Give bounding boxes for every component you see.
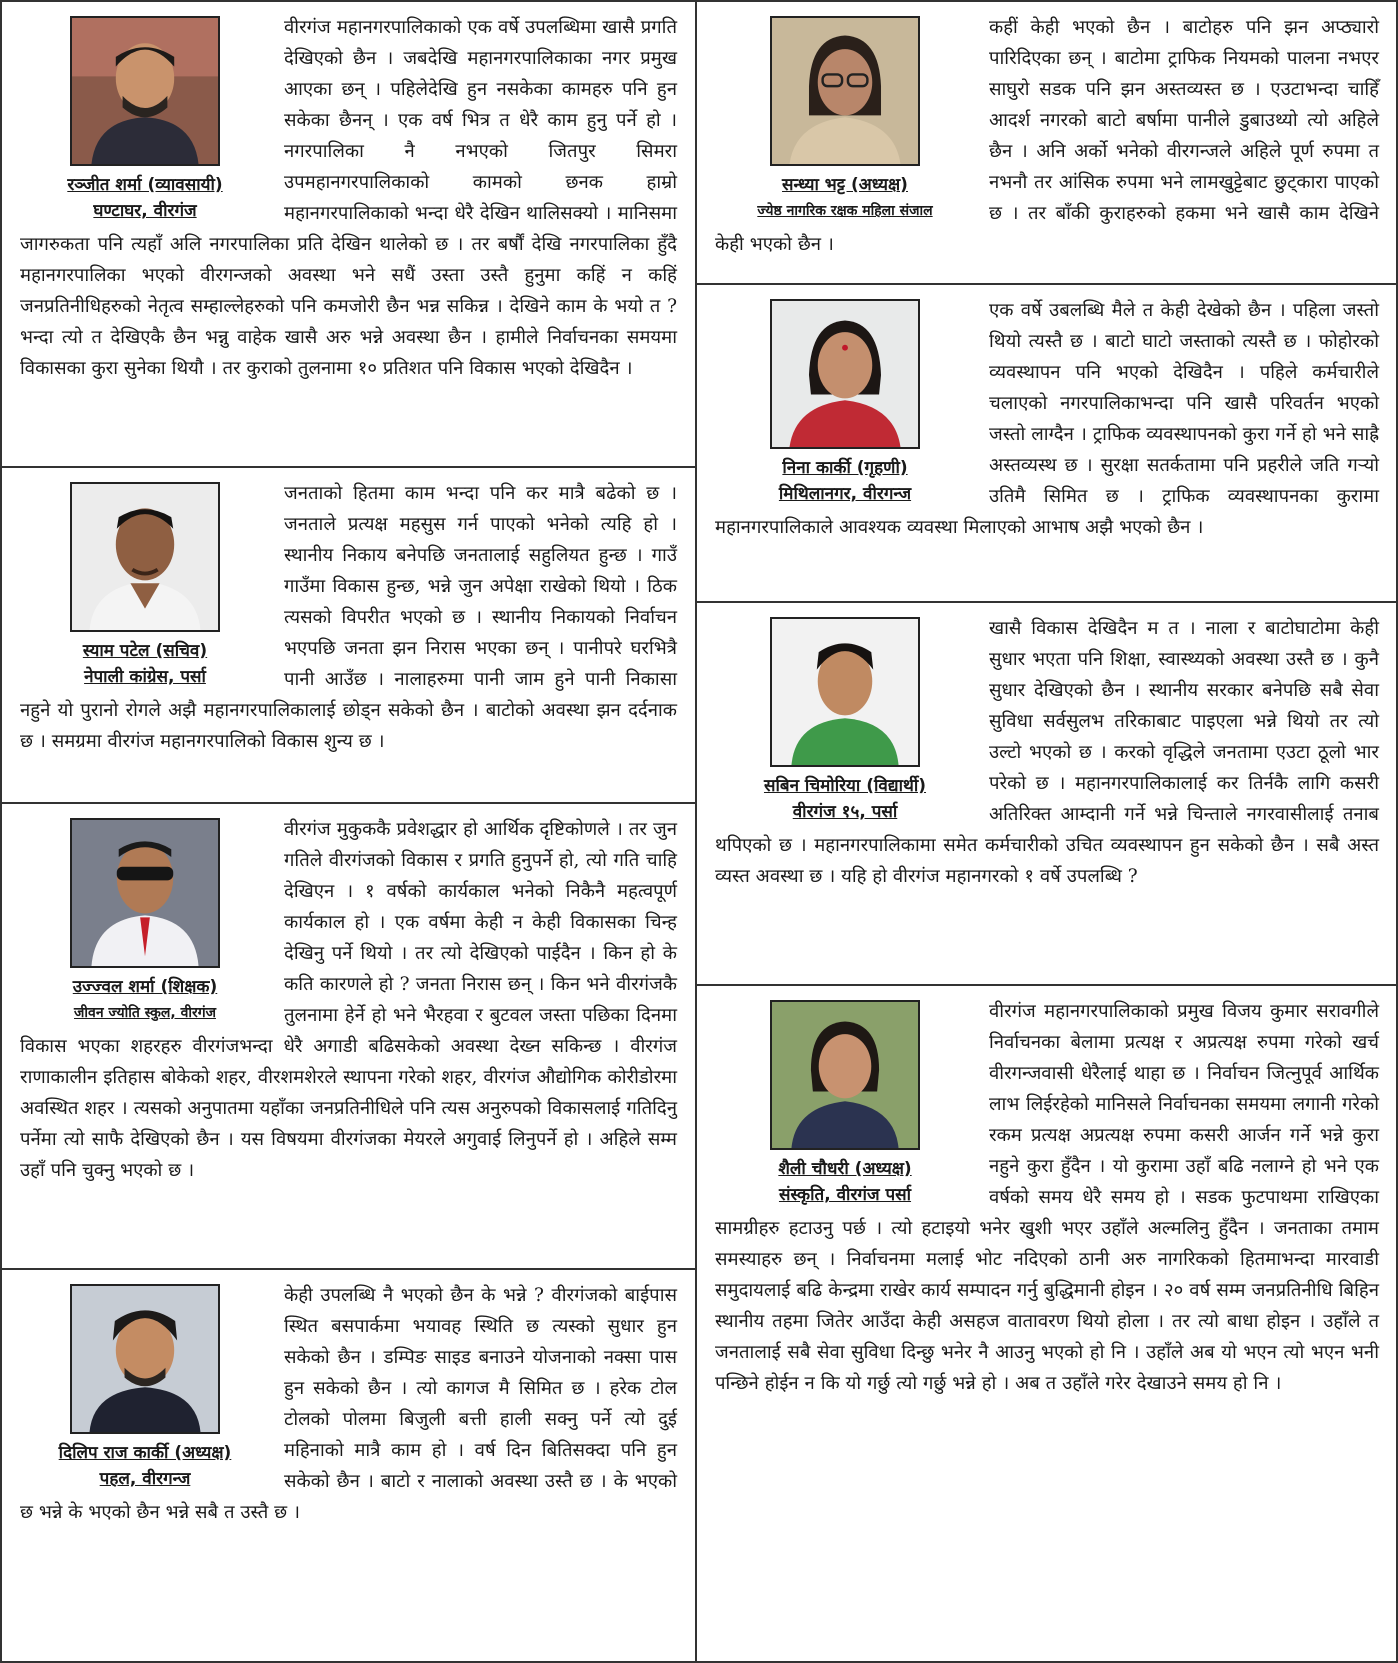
opinion-text: वीरगंज मुकुककै प्रवेशद्धार हो आर्थिक दृष्टिकोणले । तर जुन गतिले वीरगंजको विकास र प्रगति हुनुपर्ने हो, त्यो गति चाहि देखिएन । १ वर्षको कार्यकाल भनेको निकैनै महत्वपूर्ण कार्यकाल हो । एक वर्षमा केही न केही विकासका चिन्ह देखिनु पर्ने थियो । तर त्यो देखिएको पाईदैन । किन हो के कति कारणले हो ? जनता निरास छन् । किन भने वीरगंजकै तुलनामा हेर्ने हो भने भैरहवा र बुटवल जस्ता पछिका दिनमा विकास भएका शहरहरु वीरगंजभन्दा धेरै अगाडी बढिसकेको अवस्था देख्न सकिन्छ । वीरगंज राणाकालीन इतिहास बोकेको शहर, वीरशमशेरले स्थापना गरेको शहर, वीरगंज औद्योगिक कोरीडोरमा अवस्थित शहर । त्यसको अनुपातमा यहाँका जनप्रतिनीधिले पनि त्यस अनुरुपको विकासलाई गतिदिनु पर्नेमा त्यो साफै देखिएको छैन । यस विषयमा वीरगंजका मेयरले अगुवाई लिनुपर्ने हो । अहिले सम्म उहाँ पनि चुक्नु भएको छ । — [20, 819, 677, 1181]
person-name: सन्ध्या भट्ट (अध्यक्ष) — [782, 175, 908, 195]
left-column — [2, 2, 695, 1661]
opinion-item — [2, 2, 695, 468]
person-name: दिलिप राज कार्की (अध्यक्ष) — [58, 1443, 232, 1463]
opinion-text: एक वर्षे उबलब्धि मैले त केही देखेको छैन । पहिला जस्तो थियो त्यस्तै छ । बाटो घाटो जस्ताको त्यस्तै छ । फोहोरको व्यवस्थापन पनि भएको देखिदैन । पहिले कर्मचारीले चलाएको नगरपालिकाभन्दा पनि खासै परिवर्तन भएको जस्तो लाग्दैन । ट्राफिक व्यवस्थापनको कुरा गर्ने हो भने साह्रै अस्तव्यस्थ छ । सुरक्षा सतर्कतामा पनि प्रहरीले जति गऱ्यो उतिमै सिमित छ । ट्राफिक व्यवस्थापनका कुरामा महानगरपालिकाले आवश्यक व्यवस्था मिलाएको आभाष अझै भएको छैन । — [715, 300, 1379, 538]
man-portrait-icon — [772, 619, 918, 765]
portrait-block — [20, 478, 270, 690]
woman-portrait-icon — [772, 1002, 918, 1148]
portrait-photo — [770, 617, 920, 767]
man-portrait-icon — [72, 18, 218, 164]
person-name: शैली चौधरी (अध्यक्ष) — [778, 1159, 912, 1179]
portrait-photo — [770, 16, 920, 166]
person-place: नेपाली कांग्रेस, पर्सा — [84, 667, 206, 687]
person-name: स्याम पटेल (सचिव) — [82, 641, 208, 661]
person-name: रञ्जीत शर्मा (व्यावसायी) — [67, 175, 223, 195]
opinion-text: खासै विकास देखिदैन म त । नाला र बाटोघाटोमा केही सुधार भएता पनि शिक्षा, स्वास्थ्यको अवस्था उस्तै छ । कुनै सुधार देखिएको छैन । स्थानीय सरकार बनेपछि सबै सेवा सुविधा सर्वसुलभ तरिकाबाट पाइएला भन्ने थियो तर त्यो उल्टो भएको छ । करको वृद्धिले जनतामा एउटा ठूलो भार परेको छ । महानगरपालिकालाई कर तिर्नकै लागि कसरी अतिरिक्त आम्दानी गर्ने भन्ने चिन्ताले नगरवासीलाई तनाब थपिएको छ । महानगरपालिकामा समेत कर्मचारीको उचित व्यवस्थापन हुन सकेको छैन । सबै अस्त व्यस्त अवस्था छ । यहि हो वीरगंज महानगरको १ वर्षे उपलब्धि ? — [715, 618, 1379, 887]
right-column — [697, 2, 1397, 1661]
opinion-text: कहीं केही भएको छैन । बाटोहरु पनि झन अप्ठ्यारो पारिदिएका छन् । बाटोमा ट्राफिक नियमको पालना नभएर साघुरो सडक पनि झन अस्तव्यस्त छ । एउटाभन्दा चाहिँ आदर्श नगरको बाटो बर्षामा पानीले डुबाउथ्यो त्यो अहिले छैन । अनि अर्को भनेको वीरगन्जले अहिले पूर्ण रुपमा त नभनौ तर आंसिक रुपमा भने लामखुट्टेबाट छुट्कारा पाएको छ । तर बाँकी कुराहरुको हकमा भने खासै काम देखिने केही भएको छैन । — [715, 17, 1379, 255]
person-place: पहल, वीरगन्ज — [99, 1469, 191, 1489]
person-place: घण्टाघर, वीरगंज — [93, 201, 197, 221]
portrait-block — [715, 295, 975, 507]
opinion-text: वीरगंज महानगरपालिकाको प्रमुख विजय कुमार सरावगीले निर्वाचनका बेलामा प्रत्यक्ष र अप्रत्यक्ष रुपमा गरेको खर्च वीरगन्जवासी धेरैलाई थाहा छ । निर्वाचन जित्नुपूर्व आर्थिक लाभ लिईरहेको मानिसले निर्वाचनका समयमा लगानी गरेको रकम प्रत्यक्ष अप्रत्यक्ष रुपमा कसरी आर्जन गर्ने भन्ने कुरा नहुने कुरा हुँदैन । यो कुरामा उहाँ बढि नलाग्ने हो भने एक वर्षको समय धेरै समय हो । सडक फुटपाथमा राखिएका सामग्रीहरु हटाउनु पर्छ । त्यो हटाइयो भनेर खुशी भएर उहाँले अल्मलिनु हुँदैन । जनताका तमाम समस्याहरु छन् । निर्वाचनमा मलाई भोट नदिएको ठानी अरु नागरिकको हितमाभन्दा मारवाडी समुदायलाई बढि केन्द्रमा राखेर कार्य सम्पादन गर्नु बुद्धिमानी होइन । २० वर्ष सम्म जनप्रतिनीधि बिहिन स्थानीय तहमा जितेर आउँदा केही असहज वातावरण थियो होला । तर त्यो बाधा होइन । उहाँले त जनतालाई सबै सेवा सुविधा दिन्छु भनेर नै आउनु भएको हो नि । उहाँले अब यो भएन त्यो भएन भनी पन्छिने होईन न कि यो गर्छु त्यो गर्छु भन्ने हो । अब त उहाँले गरेर देखाउने समय हो नि । — [715, 1001, 1379, 1394]
portrait-photo — [770, 1000, 920, 1150]
person-place: मिथिलानगर, वीरगन्ज — [778, 484, 912, 504]
portrait-photo — [70, 1284, 220, 1434]
portrait-photo — [70, 16, 220, 166]
portrait-photo — [770, 299, 920, 449]
portrait-photo — [70, 818, 220, 968]
opinion-text: वीरगंज महानगरपालिकाको एक वर्षे उपलब्धिमा खासै प्रगति देखिएको छैन । जबदेखि महानगरपालिकाका नगर प्रमुख आएका छन् । पहिलेदेखि हुन नसकेका कामहरु पनि हुन सकेका छैनन् । एक वर्ष भित्र त धेरै काम हुनु पर्ने हो । नगरपालिका नै नभएको जितपुर सिमरा उपमहानगरपालिकाको कामको छनक हाम्रो महानगरपालिकाको भन्दा धेरै देखिन थालिसक्यो । मानिसमा जागरुकता पनि त्यहाँ अलि नगरपालिका प्रति देखिन थालेको छ । तर बर्षौं देखि नगरपालिका हुँदै महानगरपालिका भएको वीरगन्जको अवस्था भने सधैं उस्ता उस्तै हुनुमा कहिं न कहिं जनप्रतिनीधिहरुको नेतृत्व सम्हाल्लेहरुको पनि कमजोरी छैन भन्न सकिन्न । देखिने काम के भयो त ? भन्दा त्यो त देखिएकै छैन भन्नु वाहेक खासै अरु भन्ने अवस्था छैन । हामीले निर्वाचनका समयमा विकासका कुरा सुनेका थियौ । तर कुराको तुलनामा १० प्रतिशत पनि विकास भएको देखिदैन । — [20, 17, 677, 379]
woman-portrait-icon — [772, 18, 918, 164]
woman-portrait-icon — [772, 301, 918, 447]
person-place: संस्कृति, वीरगंज पर्सा — [778, 1185, 912, 1205]
portrait-block — [715, 12, 975, 224]
man-portrait-icon — [72, 1286, 218, 1432]
portrait-block — [20, 12, 270, 224]
opinion-text: केही उपलब्धि नै भएको छैन के भन्ने ? वीरगंजको बाईपास स्थित बसपार्कमा भयावह स्थिति छ त्यस्को सुधार हुन सकेको छैन । डम्पिङ साइड बनाउने योजनाको नक्सा पास हुन सकेको छैन । त्यो कागज मै सिमित छ । हरेक टोल टोलको पोलमा बिजुली बत्ती हाली सक्नु पर्ने त्यो दुई महिनाको मात्रै काम हो । वर्ष दिन बितिसक्दा पनि हुन सकेको छैन । बाटो र नालाको अवस्था उस्तै छ । के भएको छ भन्ने के भएको छैन भन्ने सबै त उस्तै छ । — [20, 1285, 677, 1523]
portrait-photo — [70, 482, 220, 632]
portrait-block — [715, 613, 975, 825]
person-place: जीवन ज्योति स्कुल, वीरगंज — [74, 1005, 216, 1021]
opinion-item — [697, 2, 1397, 285]
person-place: वीरगंज १५, पर्सा — [792, 802, 898, 822]
portrait-block — [20, 1280, 270, 1492]
opinion-item — [697, 986, 1397, 1663]
person-name: सबिन चिमोरिया (विद्यार्थी) — [763, 776, 927, 796]
man-portrait-icon — [72, 820, 218, 966]
opinion-item — [2, 1270, 695, 1663]
person-place: ज्येष्ठ नागरिक रक्षक महिला संजाल — [757, 203, 933, 219]
opinion-item — [697, 603, 1397, 986]
opinion-item — [697, 285, 1397, 603]
opinion-item — [2, 804, 695, 1270]
man-portrait-icon — [72, 484, 218, 630]
portrait-block — [20, 814, 270, 1026]
person-name: उज्ज्वल शर्मा (शिक्षक) — [72, 977, 218, 997]
portrait-block — [715, 996, 975, 1208]
opinion-item — [2, 468, 695, 804]
opinion-text: जनताको हितमा काम भन्दा पनि कर मात्रै बढेको छ । जनताले प्रत्यक्ष महसुस गर्न पाएको भनेको त्यहि हो । स्थानीय निकाय बनेपछि जनतालाई सहुलियत हुन्छ । गाउँ गाउँमा विकास हुन्छ, भन्ने जुन अपेक्षा राखेको थियो । ठिक त्यसको विपरीत भएको छ । स्थानीय निकायको निर्वाचन भएपछि जनता झन निरास भएका छन् । पानीपरे घरभित्रै पानी आउँछ । नालाहरुमा पानी जाम हुने पानी निकासा नहुने यो पुरानो रोगले अझै महानगरपालिकालाई छोड्न सकेको छैन । बाटोको अवस्था झन दर्दनाक छ । समग्रमा वीरगंज महानगरपालिको विकास शुन्य छ । — [20, 483, 677, 752]
person-name: निना कार्की (गृहणी) — [782, 458, 908, 478]
